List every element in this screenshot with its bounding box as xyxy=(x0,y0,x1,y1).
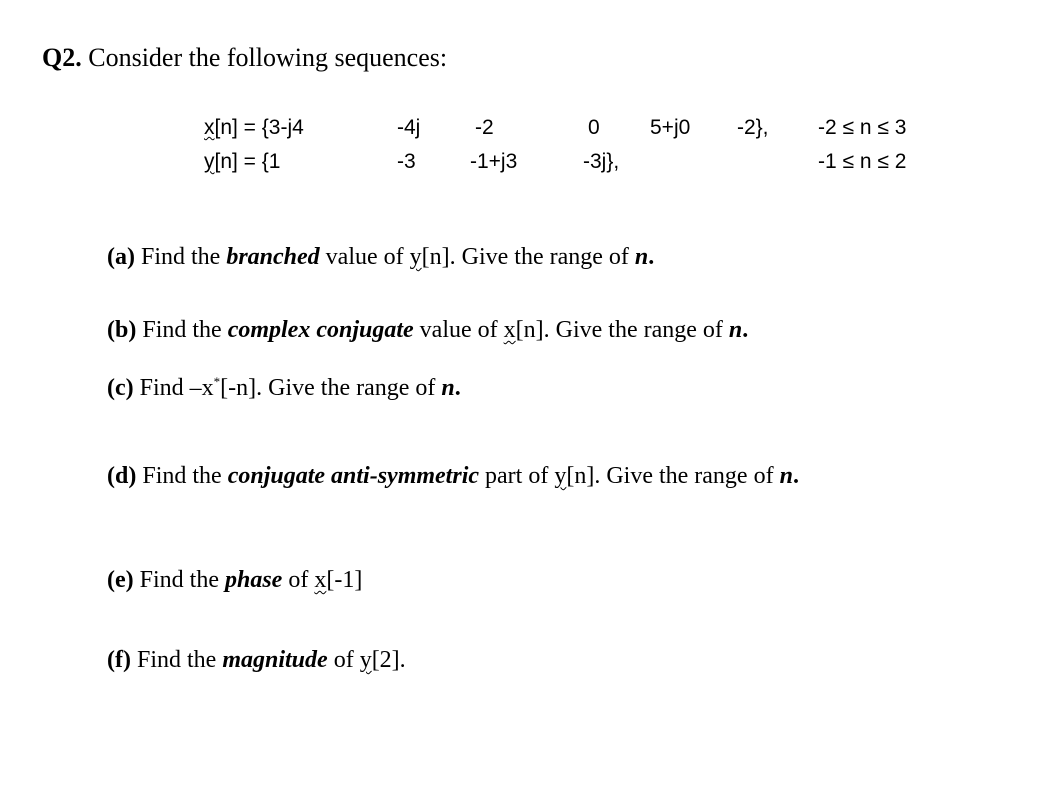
part-e xyxy=(107,565,362,595)
x-value: 5+j0 xyxy=(650,116,691,139)
part-b-keyword: complex conjugate xyxy=(227,317,414,343)
part-f-keyword: magnitude xyxy=(222,647,328,673)
x-value: -2}, xyxy=(737,116,769,139)
x-value: 0 xyxy=(588,116,600,139)
part-a-pre: Find the xyxy=(140,244,221,270)
y-sequence-lhs xyxy=(204,149,280,175)
y-value: -1+j3 xyxy=(470,150,518,173)
part-b-ref: x xyxy=(503,317,516,343)
question-number: Q2. xyxy=(42,43,82,72)
part-e-label: (e) xyxy=(107,567,134,593)
part-d-ref: y xyxy=(554,463,567,489)
part-a-keyword: branched xyxy=(226,244,320,270)
part-a-n: n xyxy=(634,244,649,270)
y-value: -3 xyxy=(397,150,416,173)
part-e-keyword: phase xyxy=(224,567,283,593)
x-symbol: x xyxy=(204,116,215,139)
part-c-label: (c) xyxy=(107,375,134,401)
part-c-end: . xyxy=(454,375,461,401)
part-e-rest: [-1] xyxy=(326,567,363,593)
part-b-rest: [n]. Give the range of xyxy=(515,317,723,343)
part-a-label: (a) xyxy=(107,244,135,270)
part-b-pre: Find the xyxy=(142,317,222,343)
x-value: -4j xyxy=(397,116,421,139)
x-sequence-first: [n] = {3-j4 xyxy=(214,116,304,139)
part-c-rest: [-n]. Give the range of xyxy=(220,375,436,401)
part-f-pre: Find the xyxy=(136,647,217,673)
y-range: -1 ≤ n ≤ 2 xyxy=(818,150,907,173)
part-c xyxy=(107,373,461,403)
y-sequence-first: [n] = {1 xyxy=(214,150,281,173)
part-d-pre: Find the xyxy=(142,463,222,489)
part-b-mid: value of xyxy=(419,317,498,343)
question-intro: Consider the following sequences: xyxy=(88,43,448,72)
part-a-rest: [n]. Give the range of xyxy=(421,244,629,270)
part-b xyxy=(107,315,748,345)
part-e-ref: x xyxy=(314,567,327,593)
part-b-label: (b) xyxy=(107,317,137,343)
part-f-ref: y xyxy=(359,647,372,673)
x-sequence-lhs xyxy=(204,115,304,141)
part-d-keyword: conjugate anti-symmetric xyxy=(227,463,480,489)
part-d-rest: [n]. Give the range of xyxy=(566,463,774,489)
part-c-sup: * xyxy=(213,374,221,389)
part-d-label: (d) xyxy=(107,463,137,489)
part-c-n: n xyxy=(441,375,455,401)
x-value: -2 xyxy=(475,116,494,139)
part-e-mid: of xyxy=(288,567,309,593)
part-f-label: (f) xyxy=(107,647,131,673)
part-a xyxy=(107,242,654,272)
part-a-end: . xyxy=(648,244,655,270)
part-d-n: n xyxy=(779,463,793,489)
question-title xyxy=(42,42,447,74)
part-a-ref: y xyxy=(409,244,422,270)
part-b-n: n xyxy=(728,317,743,343)
part-d-end: . xyxy=(792,463,799,489)
part-d-mid: part of xyxy=(485,463,549,489)
part-e-pre: Find the xyxy=(139,567,219,593)
part-f-mid: of xyxy=(333,647,354,673)
y-symbol: y xyxy=(204,150,215,173)
x-range: -2 ≤ n ≤ 3 xyxy=(818,116,907,139)
part-b-end: . xyxy=(742,317,749,343)
part-f-rest: [2]. xyxy=(371,647,406,673)
y-value: -3j}, xyxy=(583,150,620,173)
part-a-mid: value of xyxy=(325,244,404,270)
part-f xyxy=(107,645,406,675)
part-c-pre: Find –x xyxy=(139,375,214,401)
part-d xyxy=(107,461,799,491)
